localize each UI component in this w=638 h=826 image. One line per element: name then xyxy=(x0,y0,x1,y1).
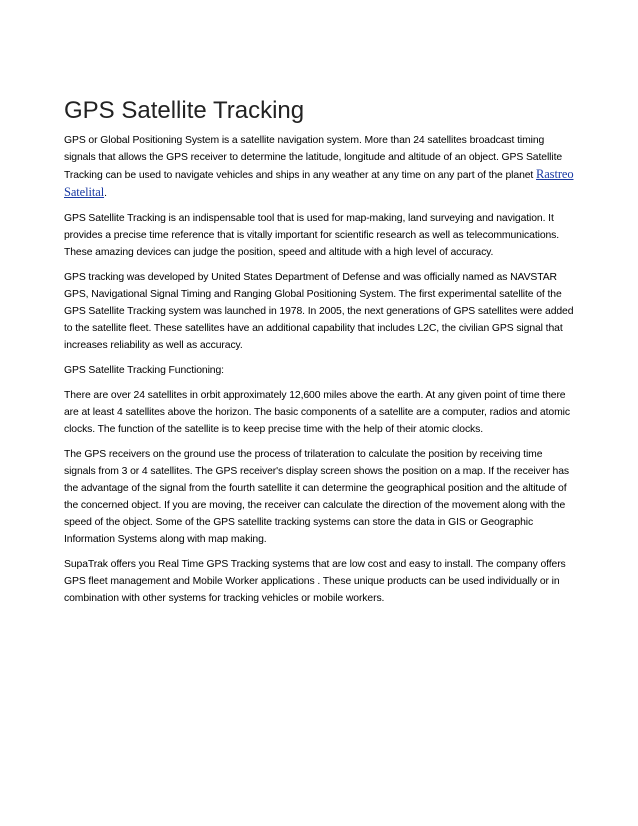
section-heading-functioning: GPS Satellite Tracking Functioning: xyxy=(64,365,224,376)
paragraph-supatrak: SupaTrak offers you Real Time GPS Tracking systems that are low cost and easy to install. The company offers GPS fleet management and Mobile Worker applications . These unique products can be used individually or in combination with other systems for tracking vehicles or mobile workers. xyxy=(64,559,566,604)
paragraph-receivers: The GPS receivers on the ground use the process of trilateration to calculate the position by receiving time signals from 3 or 4 satellites. The GPS receiver's display screen shows the position on a map. If the receiver has the advantage of the signal from the fourth satellite it can determine the geographical position and the altitude of the concerned object. If you are moving, the receiver can calculate the direction of the movement along with the speed of the object. Some of the GPS satellite tracking systems can store the data in GIS or Geographic Information Systems along with map making. xyxy=(64,449,569,545)
paragraph-intro-end: . xyxy=(104,188,107,199)
paragraph-intro xyxy=(64,132,574,202)
paragraph-history: GPS tracking was developed by United States Department of Defense and was officially named as NAVSTAR GPS, Navigational Signal Timing and Ranging Global Positioning System. The first experimental satellite of the GPS Satellite Tracking system was launched in 1978. In 2005, the next generations of GPS satellites were added to the satellite fleet. These satellites have an additional capability that includes L2C, the civilian GPS signal that increases reliability as well as accuracy. xyxy=(64,272,574,351)
rastreo-satelital-link[interactable]: Rastreo Satelital xyxy=(64,167,574,199)
paragraph-satellites: There are over 24 satellites in orbit approximately 12,600 miles above the earth. At any given point of time there are at least 4 satellites above the horizon. The basic components of a satellite are a computer, radios and atomic clocks. The function of the satellite is to keep precise time with the help of their atomic clocks. xyxy=(64,390,570,435)
document-page xyxy=(64,96,574,615)
paragraph-uses: GPS Satellite Tracking is an indispensable tool that is used for map-making, land surveying and navigation. It provides a precise time reference that is vitally important for scientific research as well as telecommunications. These amazing devices can judge the position, speed and altitude with a high level of accuracy. xyxy=(64,213,560,258)
page-title: GPS Satellite Tracking xyxy=(64,97,305,124)
paragraph-intro-text: GPS or Global Positioning System is a satellite navigation system. More than 24 satellites broadcast timing signals that allows the GPS receiver to determine the latitude, longitude and altitude of an object. GPS Satellite Tracking can be used to navigate vehicles and ships in any weather at any time on any part of the planet xyxy=(64,135,563,181)
